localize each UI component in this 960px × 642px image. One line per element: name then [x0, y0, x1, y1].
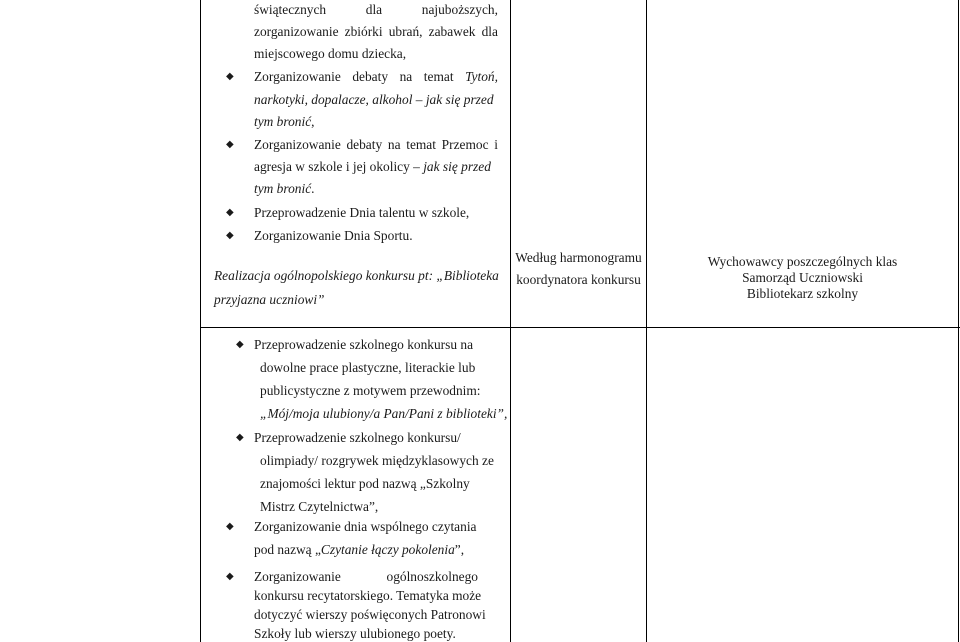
list-item: Zorganizowanie debaty na temat Tytoń, [254, 69, 498, 84]
text-line: świątecznych dla najuboższych, [254, 2, 498, 17]
text-line: tym bronić. [254, 181, 315, 196]
list-item: Przeprowadzenie szkolnego konkursu/ [254, 430, 461, 445]
text-line: miejscowego domu dziecka, [254, 46, 407, 61]
text-line: „Mój/moja ulubiony/a Pan/Pani z biblioteki”, [260, 406, 508, 421]
text-line: dowolne prace plastyczne, literackie lub [260, 360, 476, 375]
task-title: Realizacja ogólnopolskiego konkursu pt: „Biblioteka [214, 268, 499, 283]
bullet-icon: ◆ [226, 571, 234, 582]
list-item: Przeprowadzenie Dnia talentu w szkole, [254, 205, 470, 220]
list-item: Zorganizowanie ogólnoszkolnego [254, 569, 478, 584]
text-line: zorganizowanie zbiórki ubrań, zabawek dla [254, 24, 498, 39]
bullet-icon: ◆ [226, 207, 234, 218]
responsible-cell: Wychowawcy poszczególnych klas Samorząd Uczniowski Bibliotekarz szkolny [707, 254, 898, 301]
list-item: Zorganizowanie debaty na temat Przemoc i [254, 137, 498, 152]
text-line: olimpiady/ rozgrywek międzyklasowych ze [260, 453, 494, 468]
column-divider-2 [646, 0, 647, 642]
list-item: Zorganizowanie Dnia Sportu. [254, 228, 413, 243]
text-line: dotyczyć wierszy poświęconych Patronowi [254, 607, 486, 622]
column-divider-1 [510, 0, 511, 642]
bullet-icon: ◆ [226, 71, 234, 82]
bullet-icon: ◆ [226, 230, 234, 241]
table-border-left [200, 0, 201, 642]
table-border-right [958, 0, 959, 642]
text-line: znajomości lektur pod nazwą „Szkolny [260, 476, 470, 491]
bullet-icon: ◆ [236, 339, 244, 350]
bullet-icon: ◆ [226, 521, 234, 532]
text-line: agresja w szkole i jej okolicy – jak się przed [254, 159, 491, 174]
schedule-cell: Według harmonogramu koordynatora konkursu [515, 250, 642, 287]
bullet-icon: ◆ [226, 139, 234, 150]
bullet-icon: ◆ [236, 432, 244, 443]
text-line: Mistrz Czytelnictwa”, [260, 499, 379, 514]
text-line: narkotyki, dopalacze, alkohol – jak się przed [254, 92, 494, 107]
list-item: Zorganizowanie dnia wspólnego czytania [254, 519, 477, 534]
text-line: konkursu recytatorskiego. Tematyka może [254, 588, 482, 603]
text-line: publicystyczne z motywem przewodnim: [260, 383, 481, 398]
text-line: tym bronić, [254, 114, 315, 129]
list-item: Przeprowadzenie szkolnego konkursu na [254, 337, 474, 352]
text-line: pod nazwą „Czytanie łączy pokolenia”, [254, 542, 465, 557]
task-title: przyjazna uczniowi” [214, 292, 325, 307]
row-divider [200, 327, 960, 328]
text-line: Szkoły lub wierszy ulubionego poety. [254, 626, 456, 641]
